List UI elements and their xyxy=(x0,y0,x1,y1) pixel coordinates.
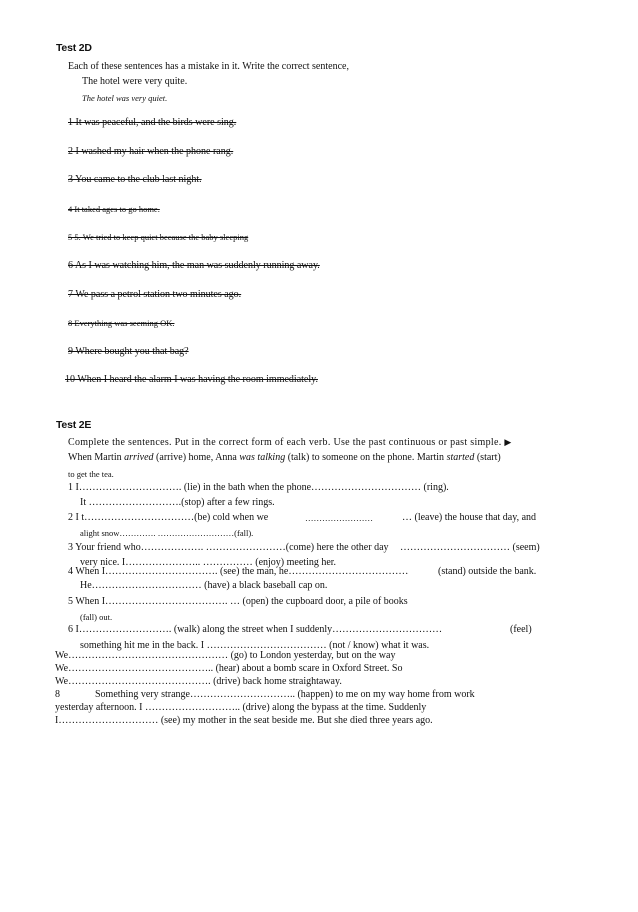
item-8-line-a: Something very strange………………………….. (happen) to me on my way home from work xyxy=(95,689,475,700)
test-2d-title: Test 2D xyxy=(56,42,92,54)
test-2e-instruction xyxy=(68,436,512,449)
item-3-line-a-end: …………………………… (seem) xyxy=(400,542,540,553)
ex-text-c: (arrive) home, Anna xyxy=(153,452,240,463)
ex-text-g: (start) xyxy=(474,452,501,463)
ex-answer-was-talking: was talking xyxy=(239,452,286,463)
item-2-line-a-end: … (leave) the house that day, and xyxy=(402,512,537,523)
test-2e-title: Test 2E xyxy=(56,419,92,431)
item-7-line-a: We………………………………………… (go) to London yesterday, but on the way xyxy=(55,650,396,661)
item-6-line-b: something hit me in the back. I ……………………………… (not / know) what it was. xyxy=(80,640,430,651)
example-line-2: to get the tea. xyxy=(68,469,114,479)
ex-answer-started: started xyxy=(446,452,475,463)
sentence-4: 4 It taked ages to go home. xyxy=(68,204,160,214)
example-line-1 xyxy=(68,452,501,464)
sentence-7: 7 We pass a petrol station two minutes ago. xyxy=(68,289,242,300)
item-7-line-b: We…………………………………….. (hear) about a bomb scare in Oxford Street. So xyxy=(55,663,403,674)
play-triangle-icon: ▶ xyxy=(504,437,512,447)
item-2-line-b: alight snow…………. ………………………(fall). xyxy=(80,528,254,538)
sentence-6: 6 As I was watching him, the man was suddenly running away. xyxy=(68,260,320,271)
item-2-line-a: 2 I t……………………………(be) cold when we xyxy=(68,512,269,523)
item-8-line-b: yesterday afternoon. I ……………………….. (drive) along the bypass at the time. Suddenly xyxy=(55,702,427,713)
ex-text-a: When Martin xyxy=(68,452,125,463)
item-8-number: 8 xyxy=(55,689,60,700)
sentence-10: 10 When I heard the alarm I was having the room immediately. xyxy=(65,374,318,385)
item-8-line-c: I………………………… (see) my mother in the seat beside me. But she died three years ago. xyxy=(55,715,433,726)
sentence-2: 2 I washed my hair when the phone rang. xyxy=(68,146,234,157)
item-3-line-b: very nice. I………………….. …………… (enjoy) meeting her. xyxy=(80,557,337,568)
instruction-text: Complete the sentences. Put in the correct form of each verb. Use the past continuous or past simple. xyxy=(68,437,502,448)
ex-answer-arrived: arrived xyxy=(124,452,154,463)
example-wrong-sentence: The hotel were very quite. xyxy=(82,76,188,87)
sentence-5: 5 5. We tried to keep quiet because the baby sleeping xyxy=(68,232,249,242)
item-4-line-a-end: (stand) outside the bank. xyxy=(438,566,537,577)
item-6-line-a-end: (feel) xyxy=(510,624,532,635)
item-5-line-b: (fall) out. xyxy=(80,612,113,622)
ex-text-e: (talk) to someone on the phone. Martin xyxy=(285,452,447,463)
item-7-line-c: We……………………………………. (drive) back home straightaway. xyxy=(55,676,342,687)
example-correct-sentence: The hotel was very quiet. xyxy=(82,93,168,103)
item-4-line-a: 4 When I……………………………. (see) the man, he……………………………… xyxy=(68,566,409,577)
item-5-line-a: 5 When I………………………………. … (open) the cupboard door, a pile of books xyxy=(68,596,408,607)
item-6-line-a: 6 I………………………. (walk) along the street when I suddenly…………………………… xyxy=(68,624,443,635)
sentence-9: 9 Where bought you that bag? xyxy=(68,346,189,357)
item-3-line-a: 3 Your friend who………………. ……………………(come) here the other day xyxy=(68,542,389,553)
item-4-line-b: He…………………………… (have) a black baseball cap on. xyxy=(80,580,328,591)
sentence-1: 1 It was peaceful, and the birds were sing. xyxy=(68,117,237,128)
sentence-3: 3 You came to the club last night. xyxy=(68,174,202,185)
item-1-line-a: 1 I…………………………. (lie) in the bath when the phone…………………………… (ring). xyxy=(68,482,449,493)
item-2-blank: …………………… xyxy=(305,513,373,523)
sentence-8: 8 Everything was seeming OK. xyxy=(68,318,175,328)
test-2d-instruction: Each of these sentences has a mistake in it. Write the correct sentence, xyxy=(68,61,349,72)
item-1-line-b: It ……………………….(stop) after a few rings. xyxy=(80,497,275,508)
